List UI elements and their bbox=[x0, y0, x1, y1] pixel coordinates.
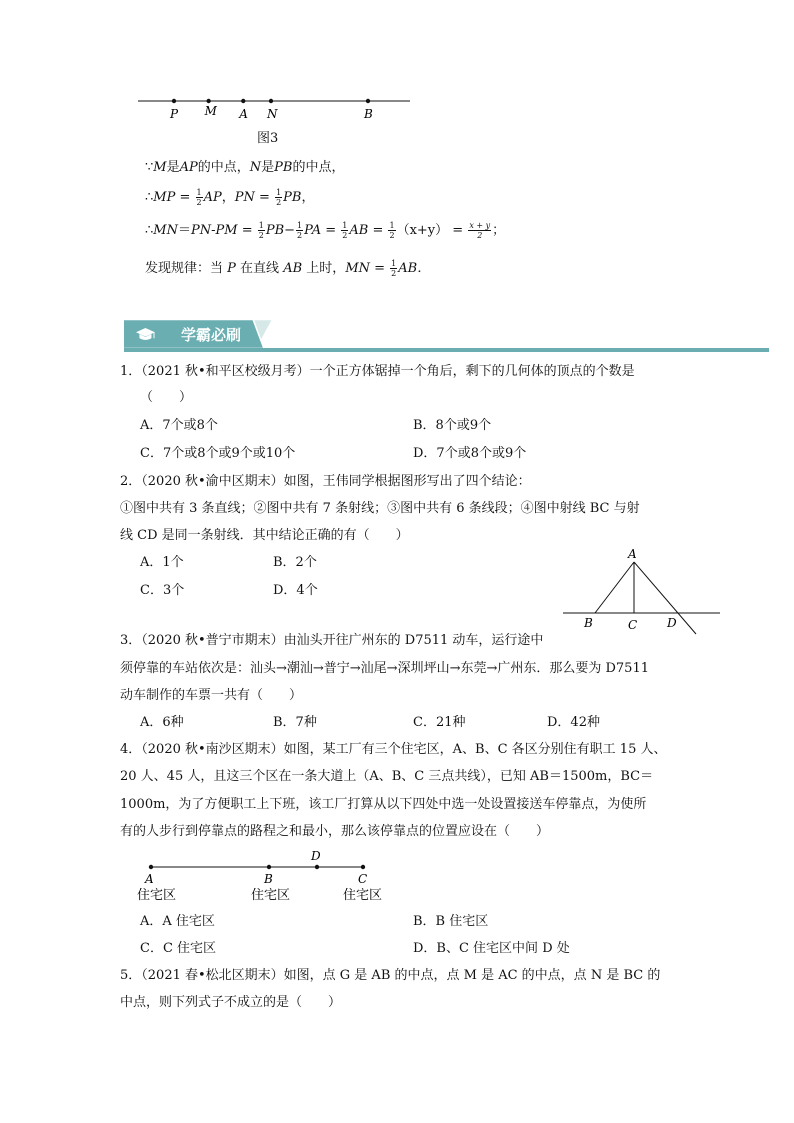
q3-option-c: C．21种 bbox=[413, 715, 466, 730]
q1-paren: （ ） bbox=[140, 390, 193, 405]
q3-line-3: 动车制作的车票一共有（ ） bbox=[120, 688, 303, 703]
q2-line-3: 线 CD 是同一条射线．其中结论正确的有（ ） bbox=[120, 528, 409, 543]
q4-point-a bbox=[149, 865, 153, 869]
q2-label-d: D bbox=[667, 616, 677, 630]
q3-option-b: B．7种 bbox=[273, 715, 317, 730]
q3-line-2: 须停靠的车站依次是：汕头→潮汕→普宁→汕尾→深圳坪山→东莞→广州东．那么要为 D7511 bbox=[120, 661, 649, 676]
q4-option-b: B．B 住宅区 bbox=[413, 914, 489, 929]
q2-option-c: C．3个 bbox=[140, 583, 185, 598]
fraction-half: $\frac{1}{2}$ bbox=[258, 221, 264, 240]
q4-label-a: A bbox=[145, 872, 154, 886]
figure-3 bbox=[130, 92, 420, 132]
q4-figure bbox=[135, 846, 395, 906]
q3-option-d: D．42种 bbox=[547, 715, 600, 730]
fig3-point-m bbox=[206, 99, 210, 103]
q1-option-c: C．7个或8个或9个或10个 bbox=[140, 446, 296, 461]
q4-point-b bbox=[267, 865, 271, 869]
q4-option-d: D．B、C 住宅区中间 D 处 bbox=[413, 941, 570, 956]
q2-label-c: C bbox=[628, 618, 638, 632]
fig3-point-n bbox=[269, 99, 273, 103]
fraction-half: $\frac{1}{2}$ bbox=[297, 221, 303, 240]
fig3-label-b: B bbox=[364, 107, 373, 121]
q4-line-1: 4．（2020 秋•南沙区期末）如图，某工厂有三个住宅区，A、B、C 各区分别住有职工 15 人、 bbox=[120, 742, 667, 757]
proof-line-1: ∵M是AP的中点，N是PB的中点， bbox=[145, 160, 345, 175]
q2-segment-ab bbox=[595, 562, 634, 613]
q4-line-3: 1000m，为了方便职工上下班，该工厂打算从以下四处中选一处设置接送车停靠点，为使所 bbox=[120, 797, 647, 812]
q4-label-c: C bbox=[358, 872, 368, 886]
q2-option-d: D．4个 bbox=[273, 583, 318, 598]
q4-line-4: 有的人步行到停靠点的路程之和最小，那么该停靠点的位置应设在（ ） bbox=[120, 824, 550, 839]
q2-stem: 2．（2020 秋•渝中区期末）如图，王伟同学根据图形写出了四个结论： bbox=[120, 474, 531, 489]
fig3-label-p: P bbox=[170, 107, 179, 121]
q4-sub-a: 住宅区 bbox=[137, 888, 177, 903]
fraction-half: $\frac{1}{2}$ bbox=[342, 221, 348, 240]
fig3-point-a bbox=[241, 99, 245, 103]
q2-figure bbox=[560, 542, 725, 637]
fig3-point-p bbox=[172, 99, 176, 103]
q4-option-c: C．C 住宅区 bbox=[140, 941, 217, 956]
q3-line-1: 3．（2020 秋•普宁市期末）由汕头开往广州东的 D7511 动车，运行途中 bbox=[120, 633, 544, 648]
fraction-half: $\frac{1}{2}$ bbox=[276, 188, 282, 207]
q4-point-d bbox=[315, 865, 319, 869]
proof-line-3: ∴MN＝PN-PM = $\frac{1}{2}$ PB− $\frac{1}{2}$ PA = $\frac{1}{2}$ AB = $\frac{1}{2}$ （x+y） = $\frac{x + y}{2}$ ； bbox=[145, 221, 506, 240]
q1-option-b: B．8个或9个 bbox=[413, 418, 492, 433]
q2-label-b: B bbox=[584, 616, 593, 630]
q2-option-b: B．2个 bbox=[273, 555, 317, 570]
fraction-x-plus-y-over-2: $\frac{x + y}{2}$ bbox=[469, 221, 491, 240]
figure-3-caption: 图3 bbox=[257, 131, 279, 146]
fig3-label-n: N bbox=[267, 107, 278, 121]
q4-sub-c: 住宅区 bbox=[343, 888, 383, 903]
q5-line-1: 5．（2021 春•松北区期末）如图，点 G 是 AB 的中点，点 M 是 AC 的中点，点 N 是 BC 的 bbox=[120, 968, 661, 983]
proof-rule: 发现规律：当 P 在直线 AB 上时，MN = $\frac{1}{2}$ AB． bbox=[145, 259, 431, 278]
q4-line-2: 20 人、45 人，且这三个区在一条大道上（A、B、C 三点共线），已知 AB＝1500m，BC＝ bbox=[120, 769, 654, 784]
q4-point-c bbox=[361, 865, 365, 869]
q2-ray-ad bbox=[634, 562, 696, 634]
fig3-label-a: A bbox=[239, 107, 248, 121]
q3-option-a: A．6种 bbox=[140, 715, 184, 730]
q4-label-d: D bbox=[311, 849, 321, 863]
section-title: 学霸必刷 bbox=[181, 326, 242, 344]
q2-line-2: ①图中共有 3 条直线；②图中共有 7 条射线；③图中共有 6 条线段；④图中射线 BC 与射 bbox=[120, 501, 640, 516]
q5-line-2: 中点，则下列式子不成立的是（ ） bbox=[120, 995, 342, 1010]
fig3-point-b bbox=[366, 99, 370, 103]
section-divider bbox=[124, 348, 769, 352]
proof-line-2: ∴MP = $\frac{1}{2}$ AP，PN = $\frac{1}{2}$ PB， bbox=[145, 188, 315, 207]
fraction-half: $\frac{1}{2}$ bbox=[196, 188, 202, 207]
fig3-label-m: M bbox=[204, 104, 217, 118]
q2-option-a: A．1个 bbox=[140, 555, 184, 570]
q1-stem: 1．（2021 秋•和平区校级月考）一个正方体锯掉一个角后，剩下的几何体的顶点的个数是 bbox=[120, 364, 635, 379]
q4-label-b: B bbox=[264, 872, 273, 886]
fraction-half: $\frac{1}{2}$ bbox=[391, 259, 397, 278]
fraction-half: $\frac{1}{2}$ bbox=[389, 221, 395, 240]
q4-sub-b: 住宅区 bbox=[251, 888, 291, 903]
q4-option-a: A．A 住宅区 bbox=[140, 914, 215, 929]
q1-option-a: A．7个或8个 bbox=[140, 418, 218, 433]
q2-label-a: A bbox=[628, 547, 637, 561]
q1-option-d: D．7个或8个或9个 bbox=[413, 446, 527, 461]
